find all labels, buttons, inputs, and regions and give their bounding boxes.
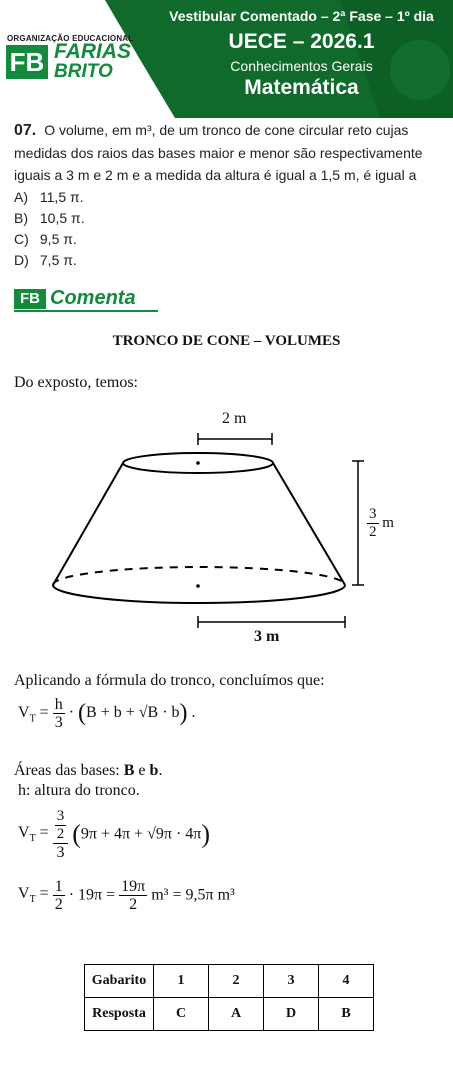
answer-key-header-row (85, 965, 374, 998)
question-line-3: iguais a 3 m e 2 m e a medida da altura é igual a 1,5 m, é igual a (14, 167, 417, 183)
header-subject-area: Conhecimentos Gerais (230, 58, 373, 74)
question-num-cell: 4 (319, 965, 374, 998)
option-d: D) 7,5 π. (14, 252, 77, 268)
frustum-figure (40, 405, 420, 650)
areas-line: Áreas das bases: B e b. (14, 762, 163, 779)
header-exam-title: Vestibular Comentado – 2ª Fase – 1º dia (169, 8, 434, 24)
answer-cell: A (209, 998, 264, 1031)
height-def: h: altura do tronco. (18, 782, 140, 799)
resposta-label: Resposta (85, 998, 154, 1031)
equation-2: $V_T$ = $\frac{1}{2}$ · 19π = $\frac{19\pi}{2}$ m³ = 9,5π m³ (18, 878, 235, 913)
solution-intro: Do exposto, temos: (14, 374, 138, 391)
question-num-cell: 1 (154, 965, 209, 998)
comenta-label: Comenta (50, 287, 136, 309)
comenta-underline (14, 310, 158, 312)
equation-1: $V_T$ = $\frac{\frac{3}{2}}{3}$ (9π + 4π + √9π · 4π) (18, 808, 211, 861)
logo-name-line2: BRITO (54, 61, 113, 82)
answer-cell: D (264, 998, 319, 1031)
solution-title: TRONCO DE CONE – VOLUMES (112, 333, 341, 349)
volume-formula: $V_T$ = $\frac{h}{3}$ · (B + b + √B · b) . (18, 696, 196, 731)
question-num-cell: 2 (209, 965, 264, 998)
fig-height-label: $\frac{3}{2}$ m (369, 506, 394, 540)
option-b: B) 10,5 π. (14, 210, 85, 226)
header-exam-code: UECE – 2026.1 (228, 30, 375, 53)
answer-cell: C (154, 998, 209, 1031)
page-header (0, 0, 453, 118)
question-number: 07. (14, 122, 37, 139)
option-c: C) 9,5 π. (14, 231, 77, 247)
answer-key-answer-row (85, 998, 374, 1031)
fig-top-label: 2 m (222, 410, 247, 427)
answer-cell: B (319, 998, 374, 1031)
apply-text: Aplicando a fórmula do tronco, concluímos que: (14, 672, 325, 689)
header-subject: Matemática (244, 76, 359, 99)
logo-name-line1: FARIAS (54, 40, 132, 63)
gabarito-label: Gabarito (85, 965, 154, 998)
question-line-1: 07. O volume, em m³, de um tronco de cone circular reto cujas (14, 122, 409, 139)
answer-key-table (84, 964, 374, 1031)
question-num-cell: 3 (264, 965, 319, 998)
org-label: ORGANIZAÇÃO EDUCACIONAL (7, 34, 134, 43)
comenta-mark: FB (14, 289, 46, 309)
question-line-2: medidas dos raios das bases maior e menor são respectivamente (14, 145, 423, 161)
logo-mark: FB (6, 45, 48, 79)
fig-bottom-label: 3 m (254, 628, 280, 645)
option-a: A) 11,5 π. (14, 189, 84, 205)
